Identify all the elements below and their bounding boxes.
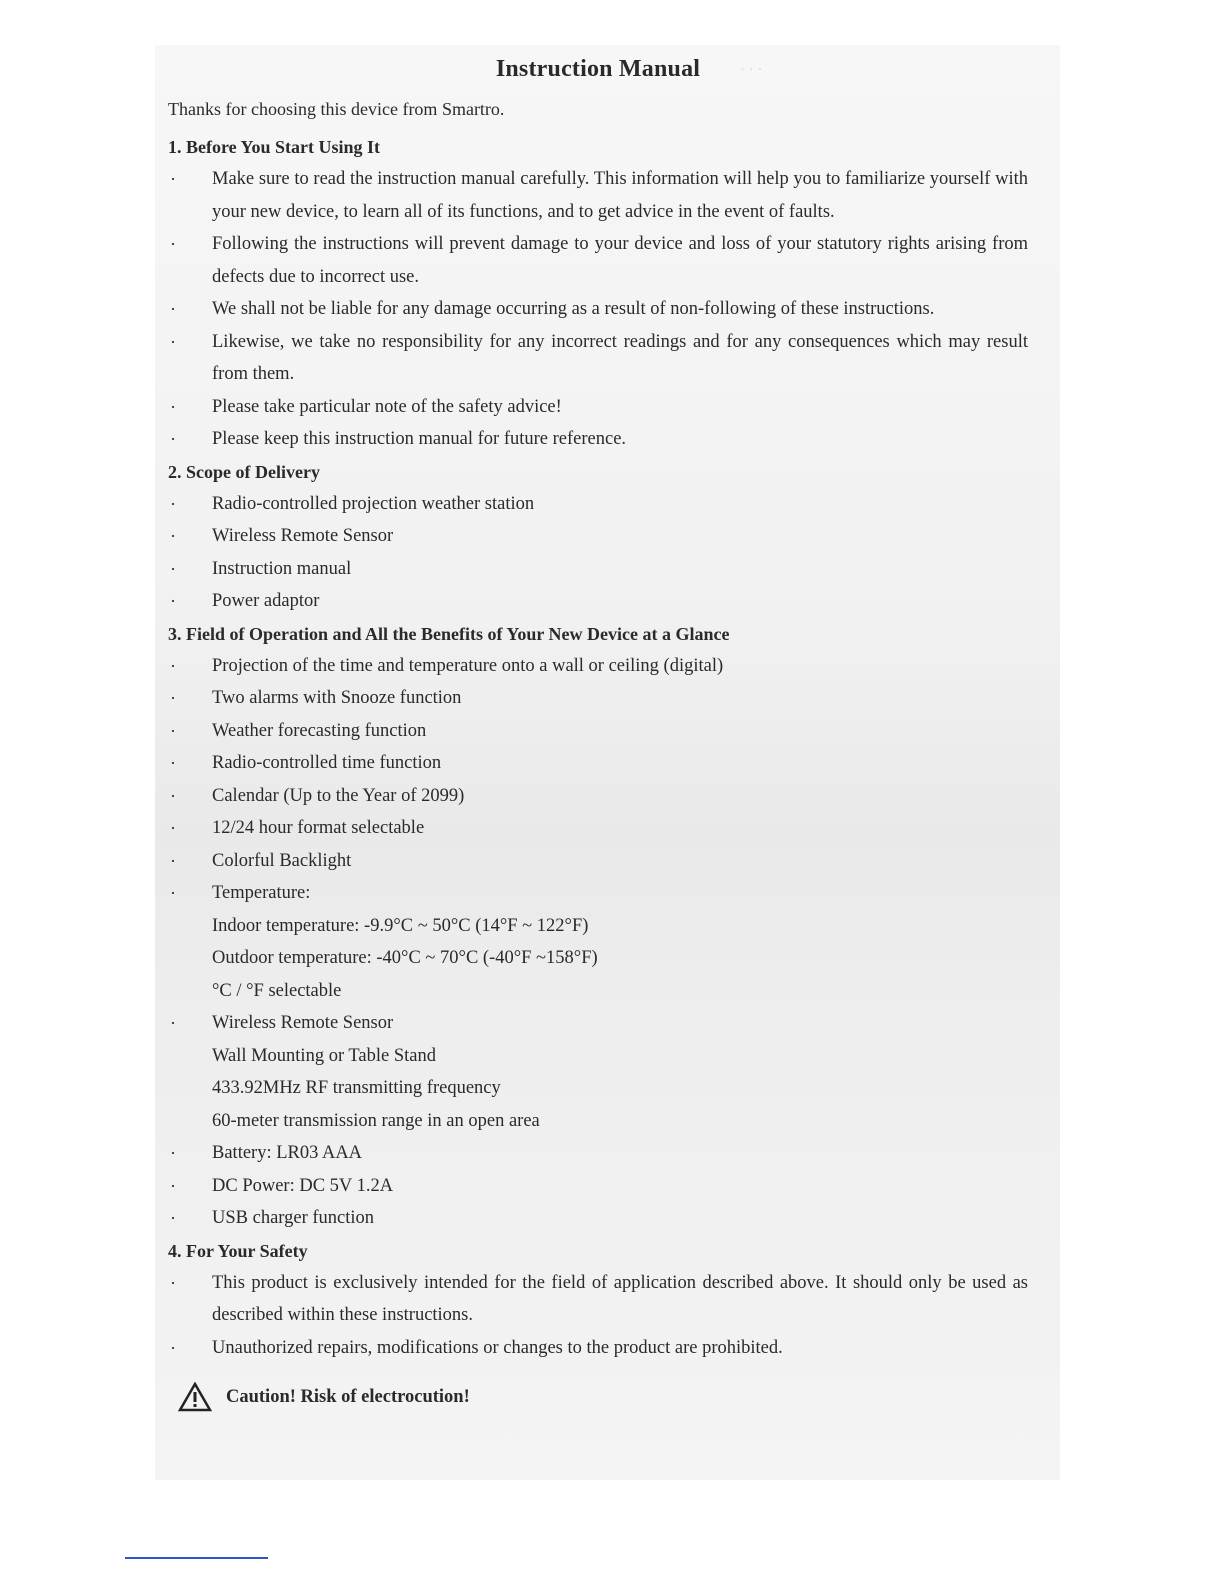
- caution-notice: [168, 1382, 1028, 1412]
- temperature-detail: Indoor temperature: -9.9°C ~ 50°C (14°F ~ 122°F): [212, 915, 589, 936]
- list-item: · Radio-controlled projection weather station: [168, 488, 1028, 521]
- bullet-list: [168, 163, 1028, 456]
- list-item: · Wireless Remote Sensor: [168, 520, 1028, 553]
- caution-text: Caution! Risk of electrocution!: [226, 1386, 470, 1407]
- list-item: · Likewise, we take no responsibility for any incorrect readings and for any consequences which may result from them.: [168, 326, 1028, 391]
- list-item: · Radio-controlled time function: [168, 747, 1028, 780]
- list-item: · Instruction manual: [168, 553, 1028, 586]
- list-item: · Please take particular note of the safety advice!: [168, 391, 1028, 424]
- list-item: · DC Power: DC 5V 1.2A: [168, 1170, 1028, 1203]
- list-item: · Following the instructions will prevent damage to your device and loss of your statutory rights arising from defects due to incorrect use.: [168, 228, 1028, 293]
- bullet-list: [168, 488, 1028, 618]
- list-item: · Weather forecasting function: [168, 715, 1028, 748]
- sensor-detail: Wall Mounting or Table Stand: [212, 1045, 436, 1066]
- manual-page: [168, 56, 1028, 1412]
- list-item: · Calendar (Up to the Year of 2099): [168, 780, 1028, 813]
- list-item: · Colorful Backlight: [168, 845, 1028, 878]
- section-for-your-safety: [168, 1235, 1028, 1365]
- list-item: · Battery: LR03 AAA: [168, 1137, 1028, 1170]
- page-title: Instruction Manual: [495, 56, 701, 82]
- section-before-you-start: [168, 131, 1028, 456]
- list-item: · Wireless Remote Sensor: [168, 1007, 1028, 1040]
- list-item: · USB charger function: [168, 1202, 1028, 1235]
- list-item: · Projection of the time and temperature onto a wall or ceiling (digital): [168, 650, 1028, 683]
- section-heading: 4. For Your Safety: [168, 1240, 308, 1261]
- bullet-list: [168, 650, 1028, 1235]
- list-item: · 12/24 hour format selectable: [168, 812, 1028, 845]
- list-item: · Make sure to read the instruction manual carefully. This information will help you to familiarize yourself with your new device, to learn all of its functions, and to get advice in the event of faults.: [168, 163, 1028, 228]
- bullet-list: [168, 1267, 1028, 1365]
- list-item: · Unauthorized repairs, modifications or changes to the product are prohibited.: [168, 1332, 1028, 1365]
- list-item: · Power adaptor: [168, 585, 1028, 618]
- list-item: · Temperature:: [168, 877, 1028, 910]
- list-item: · This product is exclusively intended for the field of application described above. It should only be used as described within these instructions.: [168, 1267, 1028, 1332]
- temperature-detail: Outdoor temperature: -40°C ~ 70°C (-40°F ~158°F): [212, 948, 598, 968]
- section-scope-of-delivery: [168, 456, 1028, 618]
- list-item: · Please keep this instruction manual for future reference.: [168, 423, 1028, 456]
- sensor-detail: 60-meter transmission range in an open area: [212, 1110, 540, 1131]
- list-item: · Two alarms with Snooze function: [168, 682, 1028, 715]
- footnote-separator: [125, 1557, 268, 1559]
- section-heading: 2. Scope of Delivery: [168, 461, 320, 482]
- section-field-of-operation: [168, 618, 1028, 1235]
- temperature-detail: °C / °F selectable: [212, 980, 342, 1001]
- section-heading: 3. Field of Operation and All the Benefits of Your New Device at a Glance: [168, 623, 730, 644]
- bleed-through-text: · · ·: [740, 62, 763, 78]
- sensor-detail: 433.92MHz RF transmitting frequency: [212, 1078, 501, 1098]
- list-item: · We shall not be liable for any damage occurring as a result of non-following of these instructions.: [168, 293, 1028, 326]
- warning-triangle-icon: [178, 1382, 212, 1412]
- intro-text: Thanks for choosing this device from Smartro.: [168, 99, 505, 119]
- section-heading: 1. Before You Start Using It: [168, 137, 380, 157]
